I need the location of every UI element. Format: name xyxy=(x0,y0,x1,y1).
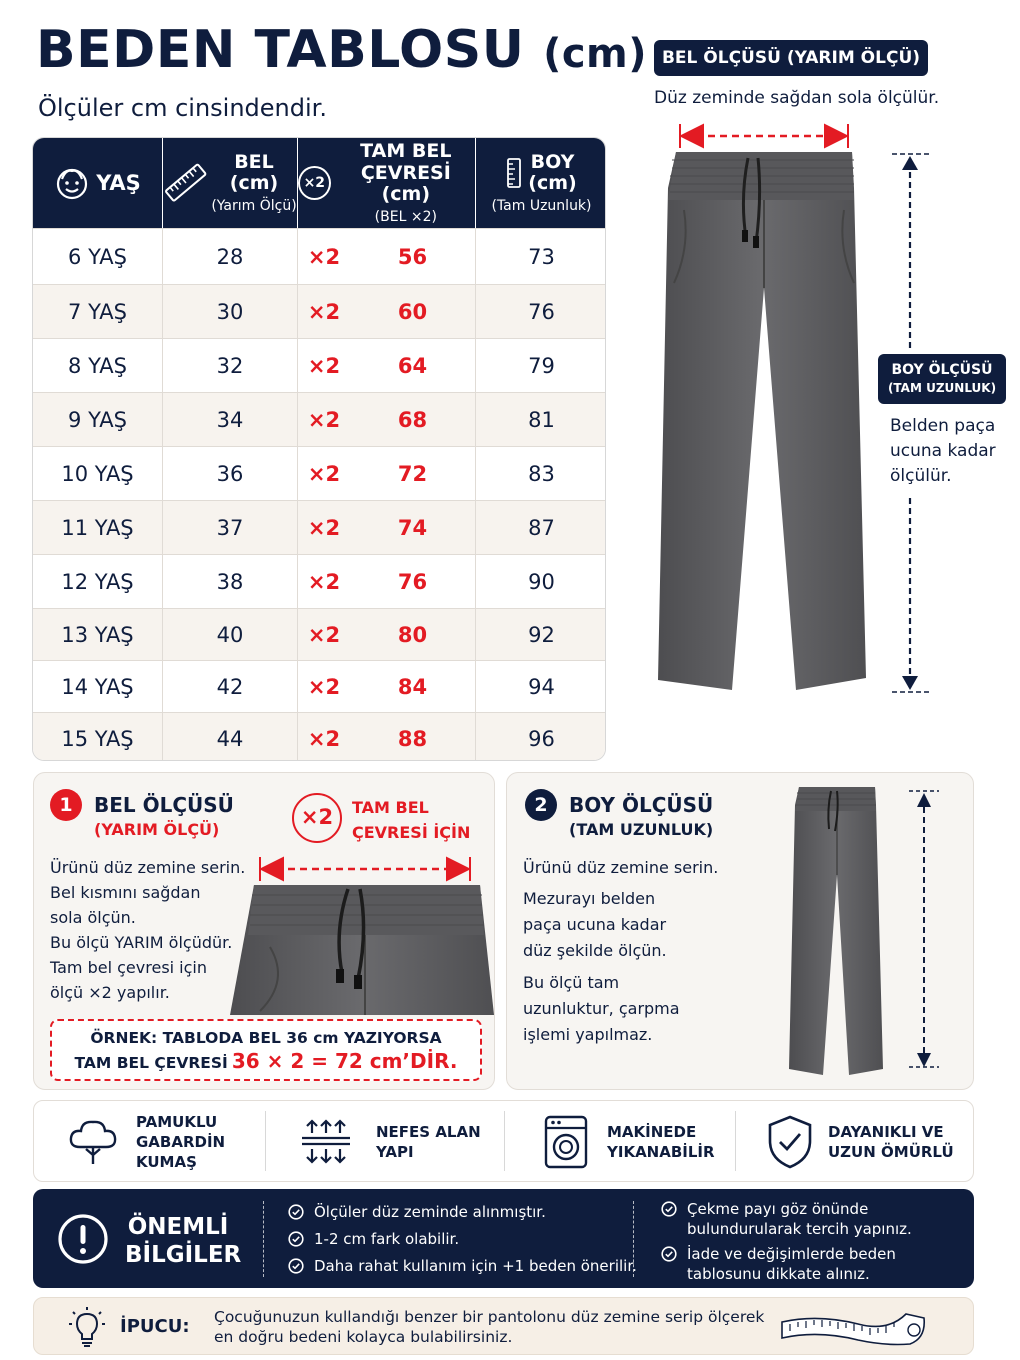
cell-length: 83 xyxy=(528,461,555,486)
panel-subtitle: (TAM UZUNLUK) xyxy=(569,820,714,839)
child-face-icon xyxy=(54,165,90,201)
table-row xyxy=(33,284,606,338)
cell-x2: ×2 xyxy=(307,569,341,594)
cell-full: 88 xyxy=(350,713,476,761)
ruler-icon xyxy=(163,160,209,206)
important-item: Daha rahat kullanım için +1 beden önerilir. xyxy=(288,1256,637,1276)
column-waist: BEL (cm) (Yarım Ölçü) xyxy=(163,138,298,228)
cell-age: 6 YAŞ xyxy=(33,229,163,284)
feature-breathable: NEFES ALAN YAPI xyxy=(266,1101,504,1181)
cell-waist: 34 xyxy=(163,393,298,446)
example-box: ÖRNEK: TABLODA BEL 36 cm YAZIYORSA TAM BEL ÇEVRESİ 36 × 2 = 72 cm’DİR. xyxy=(50,1019,482,1081)
column-full-waist: ×2 TAM BEL ÇEVRESİ (cm) (BEL ×2) xyxy=(298,138,476,228)
panel-subtitle: (YARIM ÖLÇÜ) xyxy=(94,820,220,839)
cell-length: 92 xyxy=(528,622,555,647)
panel-title: BEL ÖLÇÜSÜ xyxy=(94,793,234,817)
cell-full: 60 xyxy=(350,285,476,338)
length-step-1: Ürünü düz zemine serin. xyxy=(523,858,719,877)
cell-age: 15 YAŞ xyxy=(33,713,163,761)
cell-full: 68 xyxy=(350,393,476,446)
x2-badge: ×2 xyxy=(298,166,331,200)
cell-age: 11 YAŞ xyxy=(33,501,163,554)
cell-length: 76 xyxy=(528,299,555,324)
cell-full: 80 xyxy=(350,609,476,660)
tip-text: Çocuğunuzun kullandığı benzer bir pantolonu düz zemine serip ölçerek en doğru bedeni kolayca bulabilirsiniz. xyxy=(214,1308,765,1346)
cell-full: 74 xyxy=(350,501,476,554)
exclamation-icon xyxy=(57,1213,109,1265)
check-circle-icon xyxy=(661,1246,677,1262)
cell-waist: 28 xyxy=(163,229,298,284)
cell-full: 76 xyxy=(350,555,476,608)
cell-x2: ×2 xyxy=(307,674,341,699)
cell-waist: 38 xyxy=(163,555,298,608)
important-item: 1-2 cm fark olabilir. xyxy=(288,1229,459,1249)
cell-length: 81 xyxy=(528,407,555,432)
cell-x2: ×2 xyxy=(307,244,341,269)
length-step-2: Mezurayı belden paça ucuna kadar düz şekilde ölçün. xyxy=(523,889,667,960)
cotton-icon xyxy=(66,1117,120,1167)
feature-bar xyxy=(33,1100,974,1182)
cell-age: 9 YAŞ xyxy=(33,393,163,446)
tip-box xyxy=(33,1297,974,1355)
cell-age: 12 YAŞ xyxy=(33,555,163,608)
cell-age: 13 YAŞ xyxy=(33,609,163,660)
cell-waist: 32 xyxy=(163,339,298,392)
cell-length: 90 xyxy=(528,569,555,594)
cell-full: 72 xyxy=(350,447,476,500)
page-subtitle: Ölçüler cm cinsindendir. xyxy=(38,94,327,122)
lightbulb-icon xyxy=(68,1306,106,1348)
important-title: ÖNEMLİ BİLGİLER xyxy=(125,1214,242,1268)
cell-waist: 30 xyxy=(163,285,298,338)
tip-label: İPUCU: xyxy=(120,1316,190,1337)
shield-check-icon xyxy=(766,1115,814,1169)
waist-measure-label: BEL ÖLÇÜSÜ (YARIM ÖLÇÜ) xyxy=(654,40,928,76)
cell-length: 79 xyxy=(528,353,555,378)
table-row xyxy=(33,392,606,446)
feature-machine-wash: MAKİNEDE YIKANABİLİR xyxy=(505,1101,735,1181)
x2-circle-icon: ×2 xyxy=(292,793,342,843)
cell-x2: ×2 xyxy=(307,622,341,647)
table-row xyxy=(33,712,606,761)
x2-badge-text: TAM BEL ÇEVRESİ İÇİN xyxy=(352,798,471,842)
page-title: BEDEN TABLOSU (cm) xyxy=(36,20,648,80)
cell-full: 56 xyxy=(350,229,476,284)
step-number: 1 xyxy=(50,789,82,821)
waist-steps: Ürünü düz zemine serin. Bel kısmını sağdan sola ölçün. Bu ölçü YARIM ölçüdür. Tam bel çevresi için ölçü ×2 yapılır. xyxy=(50,858,246,1002)
check-circle-icon xyxy=(661,1201,677,1217)
column-age: YAŞ xyxy=(33,138,163,228)
check-circle-icon xyxy=(288,1204,304,1220)
washing-machine-icon xyxy=(543,1115,589,1169)
table-row xyxy=(33,608,606,660)
check-circle-icon xyxy=(288,1231,304,1247)
cell-x2: ×2 xyxy=(307,726,341,751)
step-number: 2 xyxy=(525,789,557,821)
length-step-3: Bu ölçü tam uzunluktur, çarpma işlemi yapılmaz. xyxy=(523,973,680,1044)
waistband-illustration xyxy=(230,851,494,1015)
feature-durable: DAYANIKLI VE UZUN ÖMÜRLÜ xyxy=(736,1101,974,1181)
size-table xyxy=(32,137,606,761)
important-item: Ölçüler düz zeminde alınmıştır. xyxy=(288,1202,546,1222)
cell-x2: ×2 xyxy=(307,407,341,432)
cell-waist: 42 xyxy=(163,661,298,712)
cell-x2: ×2 xyxy=(307,515,341,540)
cell-length: 94 xyxy=(528,674,555,699)
cell-x2: ×2 xyxy=(307,299,341,324)
cell-age: 8 YAŞ xyxy=(33,339,163,392)
cell-length: 96 xyxy=(528,726,555,751)
cell-full: 64 xyxy=(350,339,476,392)
length-measure-label: BOY ÖLÇÜSÜ (TAM UZUNLUK) xyxy=(878,354,1006,404)
cell-x2: ×2 xyxy=(307,461,341,486)
check-circle-icon xyxy=(288,1258,304,1274)
important-item: Çekme payı göz önünde bulundurularak tercih yapınız. xyxy=(661,1199,912,1239)
cell-length: 73 xyxy=(528,244,555,269)
vertical-ruler-icon xyxy=(506,158,522,188)
table-row xyxy=(33,660,606,712)
breathable-icon xyxy=(300,1119,352,1165)
length-measure-hint: Belden paça ucuna kadar ölçülür. xyxy=(890,416,996,486)
cell-age: 10 YAŞ xyxy=(33,447,163,500)
important-item: İade ve değişimlerde beden tablosunu dikkate alınız. xyxy=(661,1244,896,1284)
table-row xyxy=(33,338,606,392)
cell-x2: ×2 xyxy=(307,353,341,378)
cell-waist: 36 xyxy=(163,447,298,500)
table-header xyxy=(33,138,606,228)
panel-title: BOY ÖLÇÜSÜ xyxy=(569,793,714,817)
important-info-box xyxy=(33,1189,974,1288)
cell-waist: 44 xyxy=(163,713,298,761)
column-length: BOY (cm) (Tam Uzunluk) xyxy=(491,150,592,215)
cell-waist: 40 xyxy=(163,609,298,660)
cell-full: 84 xyxy=(350,661,476,712)
table-row xyxy=(33,500,606,554)
table-row xyxy=(33,554,606,608)
waist-instructions-panel xyxy=(33,772,495,1090)
feature-cotton: PAMUKLU GABARDİN KUMAŞ xyxy=(34,1101,264,1181)
length-instructions-panel xyxy=(506,772,974,1090)
cell-length: 87 xyxy=(528,515,555,540)
hero-pants-illustration xyxy=(640,118,940,708)
cell-age: 14 YAŞ xyxy=(33,661,163,712)
table-row xyxy=(33,446,606,500)
measuring-tape-icon xyxy=(778,1304,928,1350)
cell-age: 7 YAŞ xyxy=(33,285,163,338)
pants-length-illustration xyxy=(783,783,963,1083)
table-row xyxy=(33,228,606,284)
cell-waist: 37 xyxy=(163,501,298,554)
waist-measure-hint: Düz zeminde sağdan sola ölçülür. xyxy=(654,88,940,108)
